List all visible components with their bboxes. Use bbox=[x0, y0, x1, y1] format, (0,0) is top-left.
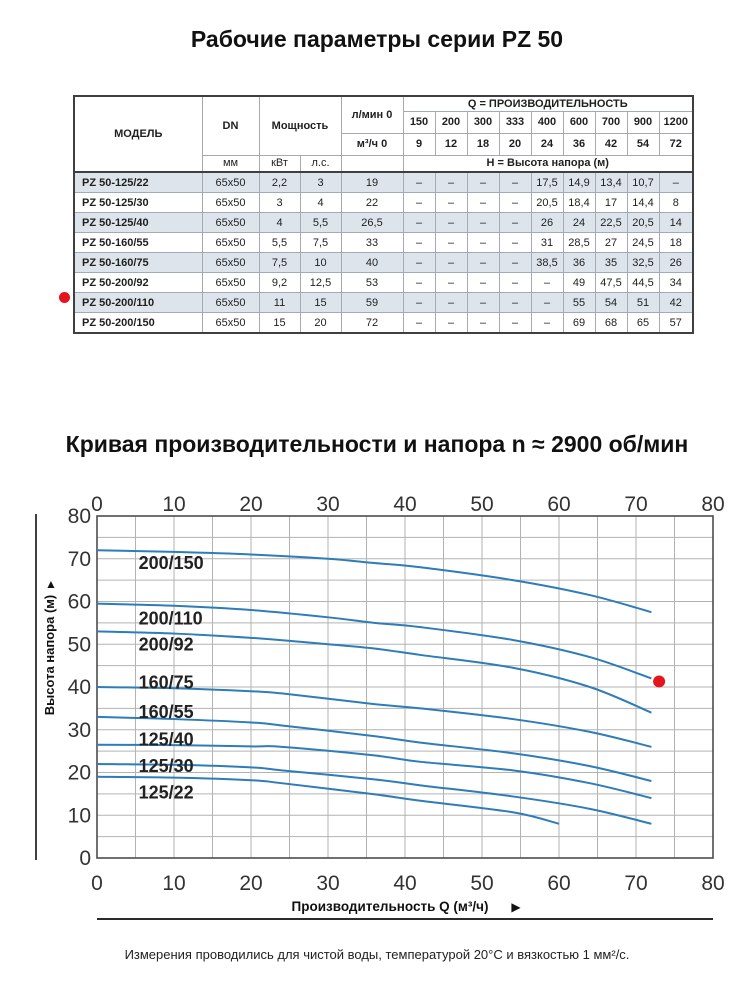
curve-label-125/22: 125/22 bbox=[138, 782, 194, 803]
dn-cell: 65x50 bbox=[202, 253, 259, 273]
flow-m3h-value: 54 bbox=[627, 133, 659, 155]
h0-cell: 33 bbox=[341, 233, 403, 253]
h-cell: 13,4 bbox=[595, 172, 627, 193]
y-tick: 10 bbox=[67, 804, 91, 828]
y-tick: 70 bbox=[67, 547, 91, 571]
x-axis-direction-arrow-icon: ▶ bbox=[511, 900, 521, 914]
chart-title: Кривая производительности и напора n ≈ 2900 об/мин bbox=[65, 431, 689, 457]
selected-model-marker-dot bbox=[59, 292, 70, 303]
flow-m3h-value: 20 bbox=[499, 133, 531, 155]
x-tick-top: 10 bbox=[162, 493, 186, 516]
h-cell: 20,5 bbox=[531, 193, 563, 213]
flow-m3h-value: 18 bbox=[467, 133, 499, 155]
h-cell: – bbox=[435, 193, 467, 213]
h-cell: 35 bbox=[595, 253, 627, 273]
parameters-table-container bbox=[73, 95, 694, 334]
h-cell: 17 bbox=[595, 193, 627, 213]
flow-lmin-value: 150 bbox=[403, 111, 435, 133]
curve-label-200/92: 200/92 bbox=[138, 634, 194, 655]
h-cell: – bbox=[499, 253, 531, 273]
performance-chart bbox=[0, 470, 754, 930]
hp-cell: 20 bbox=[300, 313, 341, 334]
h-cell: 51 bbox=[627, 293, 659, 313]
h0-cell: 72 bbox=[341, 313, 403, 334]
y-tick: 40 bbox=[67, 676, 91, 699]
h-cell: 26 bbox=[531, 213, 563, 233]
table-row bbox=[74, 193, 693, 213]
flow-m3h-value: 24 bbox=[531, 133, 563, 155]
kw-cell: 3 bbox=[259, 193, 300, 213]
col-header-q-group: Q = ПРОИЗВОДИТЕЛЬНОСТЬ bbox=[403, 96, 693, 111]
flow-lmin-value: 200 bbox=[435, 111, 467, 133]
h-cell: – bbox=[435, 273, 467, 293]
h-cell: 26 bbox=[659, 253, 693, 273]
flow-lmin-value: 1200 bbox=[659, 111, 693, 133]
h-cell: – bbox=[531, 293, 563, 313]
h-cell: 57 bbox=[659, 313, 693, 334]
h-cell: – bbox=[403, 172, 435, 193]
flow-lmin-value: 300 bbox=[467, 111, 499, 133]
h0-cell: 26,5 bbox=[341, 213, 403, 233]
parameters-table bbox=[73, 95, 694, 334]
h-cell: 22,5 bbox=[595, 213, 627, 233]
h-cell: – bbox=[499, 273, 531, 293]
h-cell: 18 bbox=[659, 233, 693, 253]
col-header-h-group: H = Высота напора (м) bbox=[403, 155, 693, 172]
h-cell: 65 bbox=[627, 313, 659, 334]
h-cell: 27 bbox=[595, 233, 627, 253]
h-cell: – bbox=[531, 273, 563, 293]
table-row bbox=[74, 313, 693, 334]
x-tick-top: 80 bbox=[701, 493, 725, 516]
dn-cell: 65x50 bbox=[202, 213, 259, 233]
h-cell: 42 bbox=[659, 293, 693, 313]
x-tick-top: 20 bbox=[239, 493, 263, 516]
table-row bbox=[74, 253, 693, 273]
h-cell: – bbox=[403, 313, 435, 334]
h-cell: – bbox=[531, 313, 563, 334]
table-body bbox=[74, 172, 693, 333]
hp-cell: 5,5 bbox=[300, 213, 341, 233]
table-row bbox=[74, 213, 693, 233]
dn-cell: 65x50 bbox=[202, 313, 259, 334]
h-cell: 69 bbox=[563, 313, 595, 334]
empty-header-cell bbox=[341, 155, 403, 172]
h-cell: 18,4 bbox=[563, 193, 595, 213]
x-tick-bottom: 10 bbox=[162, 872, 186, 895]
h-cell: 14,4 bbox=[627, 193, 659, 213]
table-row bbox=[74, 233, 693, 253]
x-tick-bottom: 70 bbox=[624, 872, 648, 895]
x-tick-bottom: 20 bbox=[239, 872, 263, 895]
h0-cell: 40 bbox=[341, 253, 403, 273]
curve-label-200/110: 200/110 bbox=[138, 608, 203, 629]
h-cell: – bbox=[435, 313, 467, 334]
x-tick-top: 30 bbox=[316, 493, 340, 516]
h-cell: – bbox=[435, 253, 467, 273]
h-cell: – bbox=[467, 253, 499, 273]
x-tick-bottom: 60 bbox=[547, 872, 571, 895]
model-cell: PZ 50-125/30 bbox=[74, 193, 202, 213]
h-cell: – bbox=[435, 172, 467, 193]
dn-cell: 65x50 bbox=[202, 233, 259, 253]
model-cell: PZ 50-125/40 bbox=[74, 213, 202, 233]
h-cell: – bbox=[467, 313, 499, 334]
curve-label-125/40: 125/40 bbox=[138, 729, 194, 750]
x-tick-bottom: 0 bbox=[91, 872, 103, 895]
h-cell: 44,5 bbox=[627, 273, 659, 293]
h-cell: 36 bbox=[563, 253, 595, 273]
h-cell: – bbox=[403, 253, 435, 273]
flow-lmin-value: 600 bbox=[563, 111, 595, 133]
kw-cell: 7,5 bbox=[259, 253, 300, 273]
page-title: Рабочие параметры серии PZ 50 bbox=[190, 26, 564, 52]
col-header-flow-lmin: л/мин 0 bbox=[341, 96, 403, 133]
hp-cell: 15 bbox=[300, 293, 341, 313]
flow-m3h-value: 9 bbox=[403, 133, 435, 155]
y-axis-title: Высота напора (м) bbox=[42, 594, 57, 716]
h-cell: – bbox=[403, 293, 435, 313]
unit-kw: кВт bbox=[259, 155, 300, 172]
table-header bbox=[74, 96, 693, 172]
unit-mm: мм bbox=[202, 155, 259, 172]
kw-cell: 2,2 bbox=[259, 172, 300, 193]
col-header-model: МОДЕЛЬ bbox=[74, 96, 202, 172]
h-cell: – bbox=[659, 172, 693, 193]
h-cell: – bbox=[467, 233, 499, 253]
h-cell: 24,5 bbox=[627, 233, 659, 253]
h-cell: – bbox=[467, 293, 499, 313]
h-cell: – bbox=[499, 293, 531, 313]
h-cell: 47,5 bbox=[595, 273, 627, 293]
flow-lmin-value: 900 bbox=[627, 111, 659, 133]
h-cell: – bbox=[499, 233, 531, 253]
curve-label-200/150: 200/150 bbox=[138, 553, 204, 574]
h-cell: – bbox=[499, 313, 531, 334]
model-cell: PZ 50-160/55 bbox=[74, 233, 202, 253]
h0-cell: 59 bbox=[341, 293, 403, 313]
col-header-flow-m3h: м³/ч 0 bbox=[341, 133, 403, 155]
model-cell: PZ 50-160/75 bbox=[74, 253, 202, 273]
y-tick: 30 bbox=[67, 718, 91, 742]
flow-m3h-value: 36 bbox=[563, 133, 595, 155]
h-cell: – bbox=[403, 273, 435, 293]
kw-cell: 15 bbox=[259, 313, 300, 334]
table-row-marked bbox=[74, 293, 693, 313]
h-cell: 55 bbox=[563, 293, 595, 313]
flow-m3h-value: 42 bbox=[595, 133, 627, 155]
y-tick: 80 bbox=[67, 505, 91, 528]
x-tick-top: 70 bbox=[624, 493, 648, 516]
h-cell: 31 bbox=[531, 233, 563, 253]
flow-lmin-value: 700 bbox=[595, 111, 627, 133]
h-cell: 24 bbox=[563, 213, 595, 233]
model-cell: PZ 50-125/22 bbox=[74, 172, 202, 193]
x-axis-title: Производительность Q (м³/ч) bbox=[291, 899, 489, 914]
x-tick-bottom: 80 bbox=[701, 872, 725, 895]
h0-cell: 53 bbox=[341, 273, 403, 293]
x-tick-bottom: 30 bbox=[316, 872, 340, 895]
model-cell: PZ 50-200/150 bbox=[74, 313, 202, 334]
hp-cell: 3 bbox=[300, 172, 341, 193]
h-cell: 14,9 bbox=[563, 172, 595, 193]
model-cell: PZ 50-200/92 bbox=[74, 273, 202, 293]
x-tick-top: 0 bbox=[91, 493, 103, 516]
flow-lmin-value: 400 bbox=[531, 111, 563, 133]
x-tick-bottom: 50 bbox=[470, 872, 494, 895]
h-cell: – bbox=[435, 293, 467, 313]
y-tick: 0 bbox=[79, 847, 91, 870]
duty-point-marker-dot bbox=[653, 675, 665, 687]
h-cell: 28,5 bbox=[563, 233, 595, 253]
hp-cell: 4 bbox=[300, 193, 341, 213]
col-header-power: Мощность bbox=[259, 96, 341, 155]
curve-label-160/75: 160/75 bbox=[138, 672, 194, 693]
h-cell: 17,5 bbox=[531, 172, 563, 193]
unit-hp: л.с. bbox=[300, 155, 341, 172]
hp-cell: 7,5 bbox=[300, 233, 341, 253]
h-cell: 32,5 bbox=[627, 253, 659, 273]
kw-cell: 4 bbox=[259, 213, 300, 233]
h-cell: – bbox=[403, 233, 435, 253]
table-row bbox=[74, 172, 693, 193]
h-cell: – bbox=[435, 213, 467, 233]
h0-cell: 22 bbox=[341, 193, 403, 213]
y-tick: 20 bbox=[67, 761, 91, 785]
model-cell: PZ 50-200/110 bbox=[74, 293, 202, 313]
dn-cell: 65x50 bbox=[202, 293, 259, 313]
h-cell: 54 bbox=[595, 293, 627, 313]
y-axis-direction-arrow-icon: ▲ bbox=[45, 577, 57, 591]
h-cell: 14 bbox=[659, 213, 693, 233]
x-tick-top: 40 bbox=[393, 493, 417, 516]
h-cell: – bbox=[499, 213, 531, 233]
col-header-dn: DN bbox=[202, 96, 259, 155]
h-cell: 34 bbox=[659, 273, 693, 293]
h-cell: – bbox=[467, 213, 499, 233]
flow-m3h-value: 12 bbox=[435, 133, 467, 155]
kw-cell: 5,5 bbox=[259, 233, 300, 253]
h-cell: – bbox=[467, 172, 499, 193]
h-cell: – bbox=[467, 273, 499, 293]
x-tick-top: 50 bbox=[470, 493, 494, 516]
h-cell: 10,7 bbox=[627, 172, 659, 193]
flow-lmin-value: 333 bbox=[499, 111, 531, 133]
x-tick-top: 60 bbox=[547, 493, 571, 516]
hp-cell: 12,5 bbox=[300, 273, 341, 293]
h-cell: – bbox=[435, 233, 467, 253]
kw-cell: 9,2 bbox=[259, 273, 300, 293]
dn-cell: 65x50 bbox=[202, 172, 259, 193]
h-cell: – bbox=[499, 193, 531, 213]
h-cell: – bbox=[403, 193, 435, 213]
hp-cell: 10 bbox=[300, 253, 341, 273]
table-row bbox=[74, 273, 693, 293]
h0-cell: 19 bbox=[341, 172, 403, 193]
h-cell: 20,5 bbox=[627, 213, 659, 233]
y-tick: 60 bbox=[67, 590, 91, 614]
curve-label-125/30: 125/30 bbox=[138, 755, 194, 776]
h-cell: – bbox=[403, 213, 435, 233]
flow-m3h-value: 72 bbox=[659, 133, 693, 155]
dn-cell: 65x50 bbox=[202, 193, 259, 213]
h-cell: 8 bbox=[659, 193, 693, 213]
curve-label-160/55: 160/55 bbox=[138, 701, 194, 722]
h-cell: 49 bbox=[563, 273, 595, 293]
h-cell: 38,5 bbox=[531, 253, 563, 273]
h-cell: – bbox=[499, 172, 531, 193]
dn-cell: 65x50 bbox=[202, 273, 259, 293]
kw-cell: 11 bbox=[259, 293, 300, 313]
x-tick-bottom: 40 bbox=[393, 872, 417, 895]
h-cell: – bbox=[467, 193, 499, 213]
measurement-footnote: Измерения проводились для чистой воды, температурой 20°C и вязкостью 1 мм²/с. bbox=[124, 947, 630, 962]
y-tick: 50 bbox=[67, 633, 91, 657]
h-cell: 68 bbox=[595, 313, 627, 334]
